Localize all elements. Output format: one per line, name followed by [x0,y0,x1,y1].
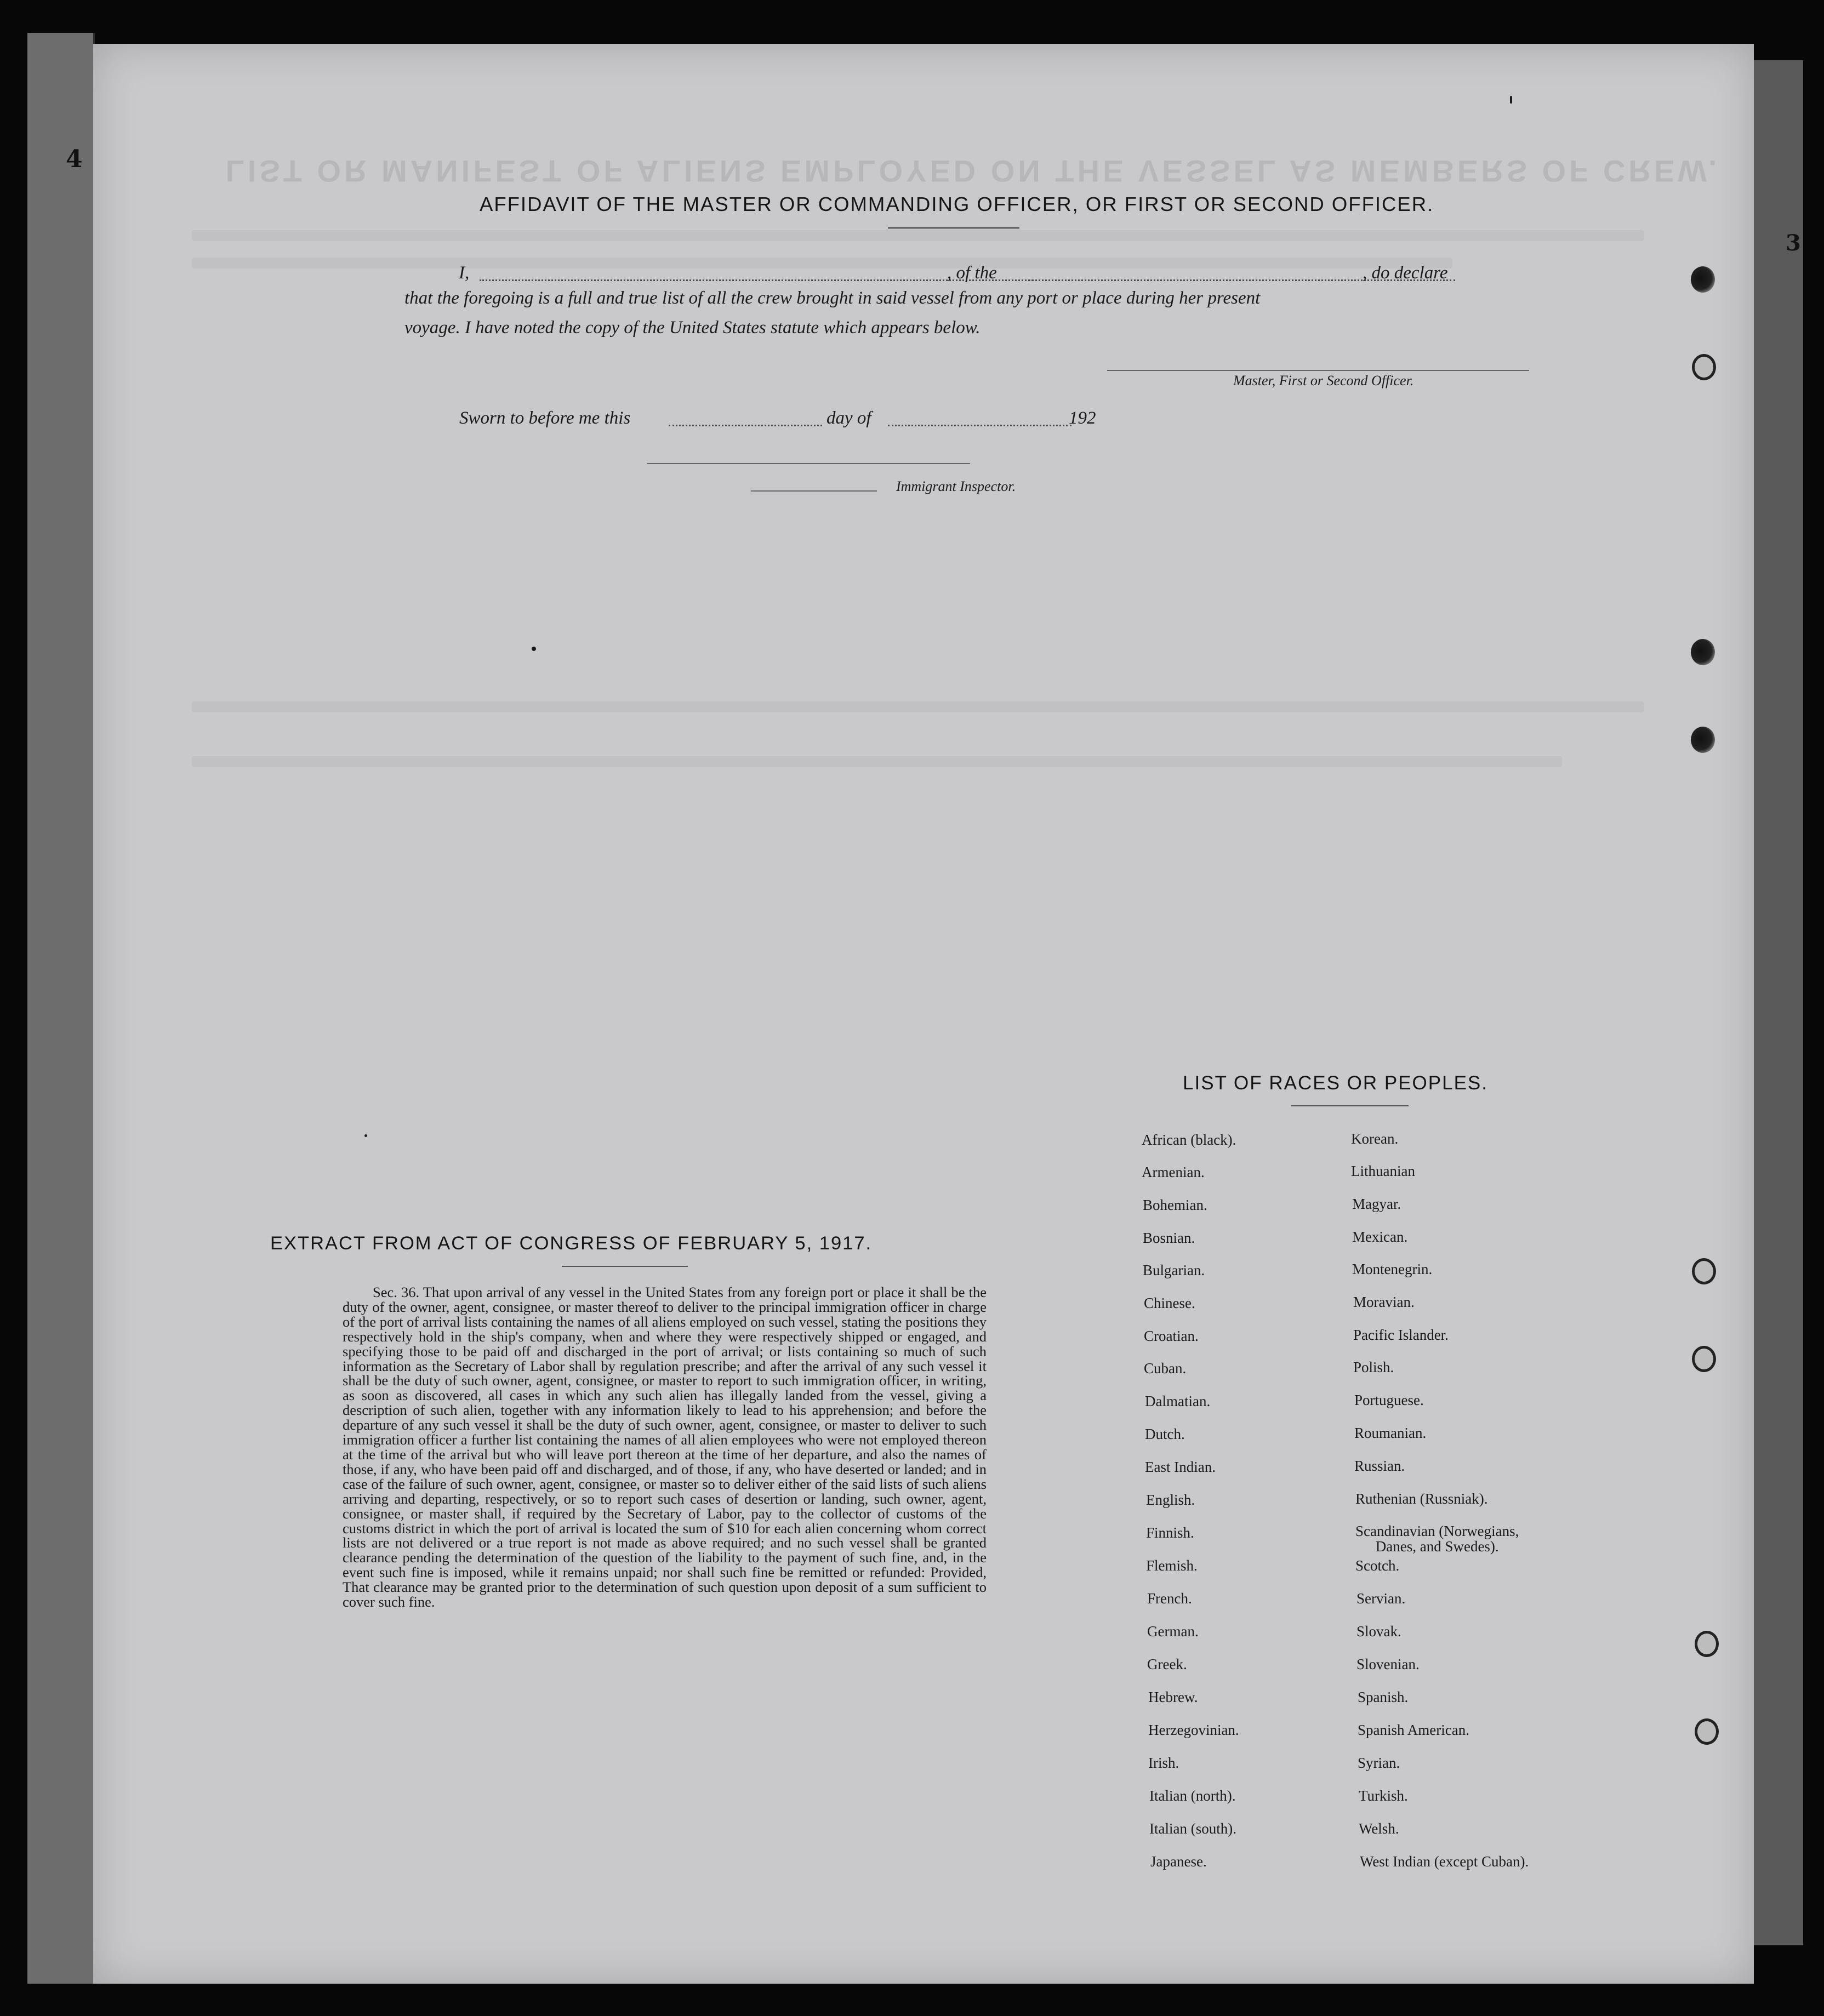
race-item: Flemish. [1146,1557,1198,1574]
punch-hole [1692,354,1716,380]
bleed-through-line [192,230,1644,241]
left-margin-strip [27,33,95,1984]
ink-speck [1510,96,1512,104]
races-title: LIST OF RACES OR PEOPLES. [1183,1072,1489,1094]
punch-hole [1695,1718,1719,1745]
bleed-through-heading: LIST OR MANIFEST OF ALIENS EMPLOYED ON THE VESSEL AS MEMBERS OF CREW. [225,154,1720,189]
document-page [93,44,1754,1984]
inspector-caption: Immigrant Inspector. [896,478,1016,494]
inspector-sub-line [751,490,877,492]
year-label: 192 [1069,408,1096,428]
sworn-month-field[interactable] [888,425,1071,426]
race-item: Syrian. [1358,1755,1400,1771]
affidavit-line-3: voyage. I have noted the copy of the United States statute which appears below. [404,318,981,338]
race-item: Herzegovinian. [1148,1722,1239,1738]
race-item: Hebrew. [1148,1689,1198,1705]
race-item: Polish. [1353,1359,1394,1375]
race-item: Cuban. [1144,1360,1187,1377]
race-item: Russian. [1354,1458,1405,1474]
ink-speck [532,647,536,651]
race-item: Italian (south). [1149,1820,1236,1837]
inspector-signature-line[interactable] [647,463,970,464]
master-signature-line[interactable] [1107,370,1529,371]
sworn-label: Sworn to before me this [459,408,631,428]
race-item: Lithuanian [1351,1163,1415,1179]
affidavit-i-label: I, [459,263,470,283]
left-page-number: 4 [66,145,83,173]
bleed-through-line [192,756,1562,767]
day-of-label: day of [827,408,871,428]
race-item: Servian. [1356,1590,1406,1607]
race-item: Scandinavian (Norwegians, Danes, and Swedes). [1355,1523,1519,1555]
race-item: Moravian. [1353,1294,1415,1310]
race-item: Chinese. [1144,1295,1195,1311]
race-item: German. [1147,1623,1199,1640]
race-item: Finnish. [1146,1524,1194,1541]
sworn-day-field[interactable] [669,425,822,426]
race-item: Greek. [1147,1656,1187,1672]
punch-hole [1691,639,1715,665]
race-item: Roumanian. [1354,1425,1427,1441]
extract-title: EXTRACT FROM ACT OF CONGRESS OF FEBRUARY 5, 1917. [270,1233,873,1254]
race-item: Slovak. [1356,1623,1401,1640]
race-item: Welsh. [1359,1820,1399,1837]
race-item: Portuguese. [1354,1392,1424,1408]
punch-hole [1691,266,1715,293]
race-item: African (black). [1142,1132,1236,1148]
race-item: Spanish American. [1358,1722,1469,1738]
affidavit-title-underline [888,227,1019,229]
race-item: Italian (north). [1149,1787,1236,1804]
race-item: Spanish. [1358,1689,1409,1705]
races-title-underline [1291,1105,1409,1106]
race-item: Croatian. [1144,1328,1199,1344]
punch-hole [1695,1631,1719,1657]
punch-hole [1692,1346,1716,1372]
race-item: East Indian. [1145,1459,1216,1475]
affidavit-of-the-label: , of the [947,263,997,283]
race-item: Slovenian. [1356,1656,1420,1672]
race-item: Japanese. [1150,1853,1207,1870]
right-page-number: 3 [1786,230,1801,256]
affidavit-declare-label: , do declare [1363,263,1448,283]
punch-hole [1691,727,1715,753]
race-item: Montenegrin. [1352,1261,1433,1277]
race-item: Dalmatian. [1145,1393,1211,1409]
race-item: West Indian (except Cuban). [1360,1853,1529,1870]
race-item: Dutch. [1145,1426,1185,1442]
race-item: English. [1146,1492,1195,1508]
race-item: French. [1147,1590,1192,1607]
race-item: Korean. [1351,1130,1399,1147]
punch-hole [1692,1258,1716,1284]
race-item: Scotch. [1355,1557,1400,1574]
extract-title-underline [562,1266,688,1267]
race-item: Armenian. [1142,1164,1205,1180]
bleed-through-line [192,258,1452,269]
right-margin-strip [1754,60,1803,1945]
affidavit-title: AFFIDAVIT OF THE MASTER OR COMMANDING OFFICER, OR FIRST OR SECOND OFFICER. [480,193,1434,215]
statute-text: Sec. 36. That upon arrival of any vessel in the United States from any foreign port or place it shall be the duty of the owner, agent, consignee, or master thereof to deliver to the principal immigration officer in charge of the port of arrival lists containing the names of all aliens employed on such vessel, stating the positions they respectively hold in the ship's company, when and where they were respectively shipped or engaged, and specifying those to be paid off and discharged in the port of arrival; or lists containing so much of such information as the Secretary of Labor shall by regulation prescribe; and after the arrival of any such vessel it shall be the duty of such owner, agent, consignee, or master to report to such immigration officer, in writing, as soon as discovered, all cases in which any such alien has illegally landed from the vessel, giving a description of such alien, together with any information likely to lead to his apprehension; and before the departure of any such vessel it shall be the duty of such owner, agent, consignee, or master to deliver to such immigration officer a further list containing the names of all alien employees who were not employed thereon at the time of the arrival but who will leave port thereon at the time of her departure, and also the names of those, if any, who have been paid off and discharged, and of those, if any, who have deserted or landed; and in case of the failure of such owner, agent, consignee, or master so to deliver either of the said lists of such aliens arriving and departing, respectively, or so to report such cases of desertion or landing, such owner, agent, consignee, or master shall, if required by the Secretary of Labor, pay to the collector of customs of the customs district in which the port of arrival is located the sum of $10 for each alien concerning whom correct lists are not delivered or a true report is not made as above required; and no such vessel shall be granted clearance pending the determination of the question of the liability to the payment of such fine, and, in the event such fine is imposed, while it remains unpaid; nor shall such fine be remitted or refunded: Provided, That clearance may be granted prior to the determination of such question upon deposit of a sum sufficient to cover such fine. [343,1284,987,1610]
race-item: Bulgarian. [1143,1262,1205,1278]
race-item: Mexican. [1352,1229,1408,1245]
bleed-through-line [192,701,1644,712]
race-item: Turkish. [1359,1787,1408,1804]
race-item: Pacific Islander. [1353,1327,1449,1343]
ink-speck [364,1134,367,1137]
race-item: Ruthenian (Russniak). [1355,1490,1488,1507]
affidavit-line-2: that the foregoing is a full and true list of all the crew brought in said vessel from any port or place during her present [404,288,1261,308]
race-item: Irish. [1148,1755,1179,1771]
race-item: Bosnian. [1143,1230,1195,1246]
race-item: Bohemian. [1143,1197,1207,1213]
master-signature-caption: Master, First or Second Officer. [1233,373,1414,389]
race-item: Magyar. [1352,1196,1401,1212]
